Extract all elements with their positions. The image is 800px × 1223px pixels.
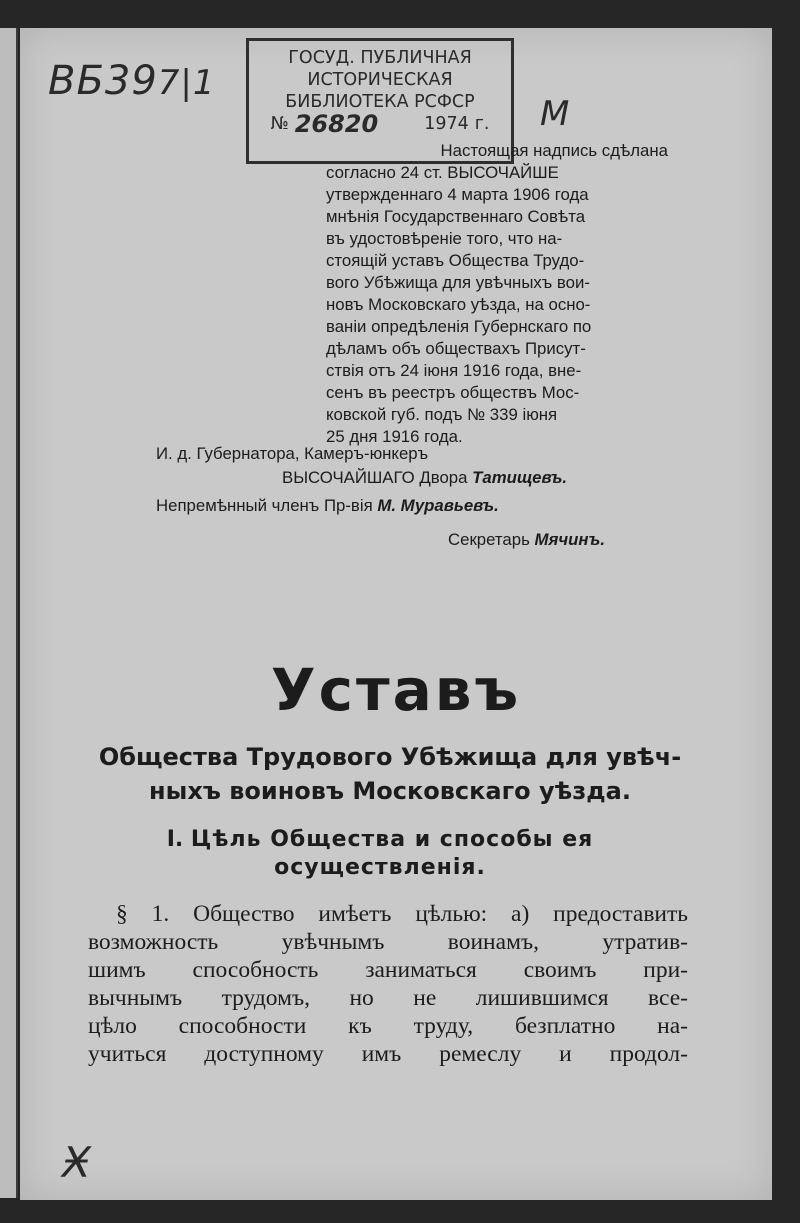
body-line: § 1. Общество имѣетъ цѣлью: а) предоставить [116, 901, 688, 927]
subtitle-line: Общества Трудового Убѣжища для увѣч- [98, 743, 682, 771]
secretary-label: Секретарь [448, 530, 530, 549]
section-heading-line-2: осуществленія. [274, 855, 486, 880]
notice-line: ствія отъ 24 іюня 1916 года, вне- [326, 361, 582, 380]
shelfmark-fraction: 7|1 [157, 63, 216, 103]
notice-line: сенъ въ реестръ обществъ Мос- [326, 383, 580, 402]
section-title: Цѣль Общества и способы ея [190, 827, 594, 852]
notice-line: 25 дня 1916 года. [326, 427, 463, 446]
notice-line: мнѣнія Государственнаго Совѣта [326, 207, 586, 226]
stamp-year-suffix: г. [474, 114, 490, 134]
stamp-line-1: ГОСУД. ПУБЛИЧНАЯ [288, 48, 472, 68]
document-subtitle [90, 740, 690, 808]
shelfmark-text: ВБ39 [48, 58, 158, 104]
governor-name: Татищевъ. [472, 468, 568, 487]
member-signature [156, 496, 499, 516]
governor-court: ВЫСОЧАЙШАГО Двора [282, 468, 468, 487]
notice-line: дѣламъ объ обществахъ Присут- [326, 339, 586, 358]
notice-line: въ удостовѣреніе того, что на- [326, 229, 563, 248]
stamp-year: 1974 [424, 114, 469, 134]
notice-line: стоящій уставъ Общества Трудо- [326, 251, 585, 270]
notice-line: утвержденнаго 4 марта 1906 года [326, 185, 589, 204]
handwritten-bottom-mark: Ӿ [62, 1138, 91, 1187]
body-line: шимъ способность заниматься своимъ при- [88, 957, 688, 983]
notice-line: вого Убѣжища для увѣчныхъ вои- [326, 273, 590, 292]
section-heading [90, 826, 670, 882]
notice-line: ковской губ. подъ № 339 іюня [326, 405, 558, 424]
document-page [20, 28, 772, 1200]
registration-notice [326, 140, 668, 448]
notice-line: ваніи опредѣленія Губернскаго по [326, 317, 592, 336]
body-text [88, 900, 688, 1068]
subtitle-line: ныхъ воиновъ Московскаго уѣзда. [149, 777, 631, 805]
handwritten-shelfmark [48, 58, 216, 104]
body-line: учиться доступному имъ ремеслу и продол- [88, 1041, 688, 1067]
adjacent-page-edge [0, 28, 18, 1198]
governor-signature-line-1: И. д. Губернатора, Камеръ-юнкеръ [156, 444, 429, 463]
notice-line: Настоящая надпись сдѣлана [440, 141, 668, 160]
governor-signature-line-2 [282, 468, 567, 488]
document-title: Уставъ [270, 656, 522, 724]
secretary-name: Мячинъ. [534, 530, 606, 549]
section-heading-line-1 [90, 826, 670, 854]
stamp-number-line [249, 110, 511, 138]
secretary-signature [448, 530, 605, 550]
section-number: I. [166, 827, 184, 852]
member-name: М. Муравьевъ. [377, 496, 499, 515]
stamp-line-3: БИБЛИОТЕКА РСФСР [285, 92, 475, 112]
member-label: Непремѣнный членъ Пр-вія [156, 496, 373, 515]
stamp-number-prefix: № [270, 114, 289, 134]
handwritten-corner-mark: М [540, 94, 570, 134]
body-line: вычнымъ трудомъ, но не лишившимся все- [88, 985, 688, 1011]
body-line: возможность увѣчнымъ воинамъ, утратив- [88, 929, 688, 955]
notice-line: согласно 24 ст. ВЫСОЧАЙШЕ [326, 163, 559, 182]
body-line: цѣло способности къ труду, безплатно на- [88, 1013, 688, 1039]
notice-line: новъ Московскаго уѣзда, на осно- [326, 295, 591, 314]
stamp-number: 26820 [294, 110, 379, 138]
stamp-line-2: ИСТОРИЧЕСКАЯ [307, 70, 453, 90]
